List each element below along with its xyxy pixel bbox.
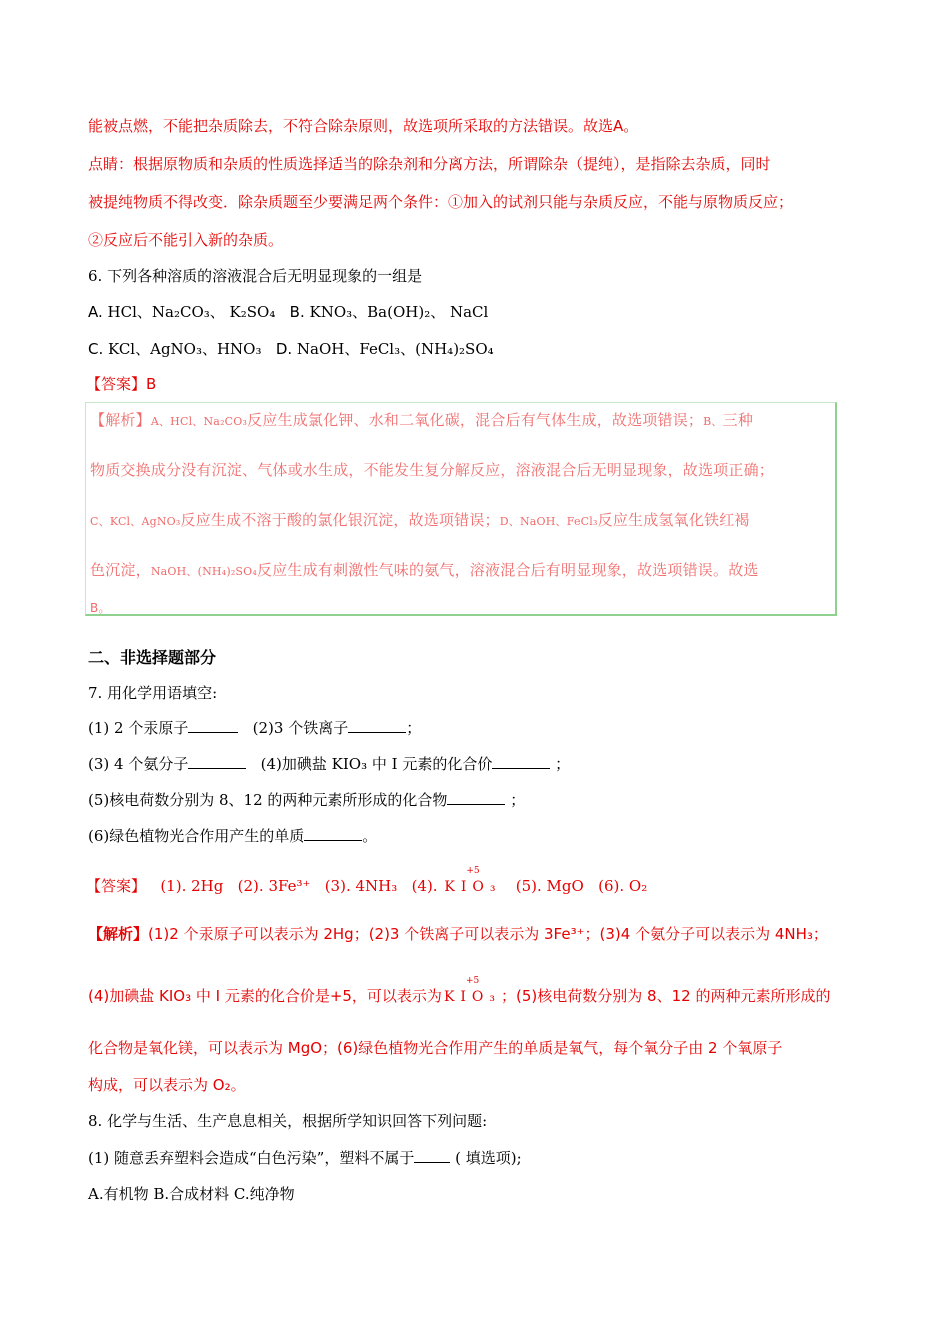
q7-part4 xyxy=(88,826,377,846)
prev-answer: A。 xyxy=(613,117,639,135)
q7-part2 xyxy=(88,754,570,774)
q6-option-a: HCl、Na₂CO₃、 K₂SO₄ xyxy=(107,303,276,321)
q6-option-c: KCl、AgNO₃、HNO₃ xyxy=(108,340,262,358)
q7-p3-text: (3) 4 个氨分子 xyxy=(88,755,189,773)
q7-p4-blank[interactable] xyxy=(492,754,550,769)
valence-formula: KIO₃ xyxy=(443,989,502,1005)
exp-text-a: 反应生成氯化钾、水和二氧化碳，混合后有气体生成，故选项错误； xyxy=(247,411,704,429)
exp-reagents-e: NaOH、(NH₄)₂SO₄ xyxy=(150,565,257,578)
tip-line1: 点睛：根据原物质和杂质的性质选择适当的除杂剂和分离方法，所谓除杂（提纯），是指除去杂质，同时 xyxy=(88,155,771,173)
q7-exp-line1 xyxy=(88,924,828,944)
q6-option-a-label: A. xyxy=(88,303,103,321)
q7-exp-text1: (1)2 个汞原子可以表示为 2Hg；(2)3 个铁离子可以表示为 3Fe³⁺；(3)4 个氨分子可以表示为 4NH₃； xyxy=(148,925,828,943)
q6-option-b: KNO₃、Ba(OH)₂、 NaCl xyxy=(309,303,489,321)
q7-period: 。 xyxy=(362,827,378,845)
q7-p5-text: (5)核电荷数分别为 8、12 的两种元素所形成的化合物 xyxy=(88,791,448,809)
exp-reagents-d: D、NaOH、FeCl₃ xyxy=(499,515,598,528)
q7-answer xyxy=(86,866,648,897)
exp-text-b: 三种 xyxy=(722,411,754,429)
q7-answer-label: 【答案】 xyxy=(86,877,147,895)
q7-ans2: (2). 3Fe³⁺ xyxy=(237,877,311,895)
q7-p1-text: (1) 2 个汞原子 xyxy=(88,719,189,737)
exp-text-e: 色沉淀， xyxy=(90,561,151,579)
prev-explanation-line1 xyxy=(88,116,638,136)
exp-reagents-c: C、KCl、AgNO₃ xyxy=(90,515,181,528)
valence-formula: KIO₃ xyxy=(444,879,502,895)
exp-text-f: 反应生成有刺激性气味的氨气，溶液混合后有明显现象，故选项错误。故选 xyxy=(257,561,759,579)
q6-options-ab xyxy=(88,302,488,322)
q7-semicolon: ； xyxy=(555,755,571,773)
q7-p4-text: (4)加碘盐 KIO₃ 中 I 元素的化合价 xyxy=(260,755,493,773)
q8-p1-suffix: ( 填选项); xyxy=(455,1149,522,1167)
q7-p6-text: (6)绿色植物光合作用产生的单质 xyxy=(88,827,305,845)
q6-answer xyxy=(86,374,156,394)
q6-exp-line1 xyxy=(90,409,753,430)
exp-reagents-a: A、HCl、Na₂CO₃ xyxy=(150,415,248,428)
q6-exp-line5: B。 xyxy=(90,601,111,615)
q7-part3 xyxy=(88,790,525,810)
q7-valence-formula xyxy=(442,866,502,897)
q6-options-cd xyxy=(88,339,494,359)
exp-reagents-b: B、 xyxy=(703,415,723,428)
q6-exp-line4 xyxy=(90,559,759,580)
valence-number: +5 xyxy=(465,976,480,986)
q7-exp-label: 【解析】 xyxy=(88,925,149,943)
q7-exp-text2a: (4)加碘盐 KIO₃ 中 I 元素的化合价是+5，可以表示为 xyxy=(88,987,442,1005)
q8-p1-blank[interactable] xyxy=(414,1148,450,1163)
q7-exp-line4: 构成，可以表示为 O₂。 xyxy=(88,1076,246,1094)
q6-exp-line2: 物质交换成分没有沉淀、气体或水生成，不能发生复分解反应，溶液混合后无明显现象，故选项正确； xyxy=(90,461,775,479)
q6-exp-line3 xyxy=(90,509,750,530)
q6-option-b-label: B. xyxy=(289,303,305,321)
q7-stem: 7. 用化学用语填空: xyxy=(88,684,218,702)
q7-exp-valence xyxy=(442,976,502,1007)
q7-exp-line3: 化合物是氧化镁，可以表示为 MgO；(6)绿色植物光合作用产生的单质是氧气，每个氧分子由 2 个氧原子 xyxy=(88,1039,783,1057)
q6-explanation-box xyxy=(85,402,837,616)
tip-line3: ②反应后不能引入新的杂质。 xyxy=(88,231,284,249)
q7-ans6: (6). O₂ xyxy=(598,877,648,895)
exp-label: 【解析】 xyxy=(90,411,151,429)
q6-answer-value: B xyxy=(146,375,157,393)
q7-ans4: (4). xyxy=(411,877,438,895)
q7-p2-blank[interactable] xyxy=(348,718,406,733)
q7-p6-blank[interactable] xyxy=(304,826,362,841)
q7-p2-text: (2)3 个铁离子 xyxy=(252,719,349,737)
q7-semicolon: ； xyxy=(510,791,526,809)
exp-text-d: 反应生成氢氧化铁红褐 xyxy=(597,511,750,529)
prev-text: 能被点燃，不能把杂质除去，不符合除杂原则，故选项所采取的方法错误。故选 xyxy=(88,117,614,135)
q6-option-d-label: D. xyxy=(275,340,293,358)
q8-p1-text: (1) 随意丢弃塑料会造成“白色污染”，塑料不属于 xyxy=(88,1149,415,1167)
q8-stem: 8. 化学与生活、生产息息相关，根据所学知识回答下列问题: xyxy=(88,1112,488,1130)
q6-stem: 6. 下列各种溶质的溶液混合后无明显现象的一组是 xyxy=(88,267,423,285)
q7-p5-blank[interactable] xyxy=(447,790,505,805)
q6-option-d: NaOH、FeCl₃、(NH₄)₂SO₄ xyxy=(296,340,494,358)
q7-semicolon: ； xyxy=(406,719,422,737)
exp-text-c: 反应生成不溶于酸的氯化银沉淀，故选项错误； xyxy=(180,511,500,529)
q7-ans3: (3). 4NH₃ xyxy=(324,877,398,895)
q7-p1-blank[interactable] xyxy=(188,718,238,733)
section-title: 二、非选择题部分 xyxy=(88,648,217,667)
q7-ans5: (5). MgO xyxy=(515,877,584,895)
q6-option-c-label: C. xyxy=(88,340,104,358)
valence-number: +5 xyxy=(466,866,480,876)
q6-answer-label: 【答案】 xyxy=(86,375,147,393)
q7-part1 xyxy=(88,718,421,738)
q7-ans1: (1). 2Hg xyxy=(160,877,224,895)
tip-line2: 被提纯物质不得改变．除杂质题至少要满足两个条件：①加入的试剂只能与杂质反应，不能与原物质反应； xyxy=(88,193,794,211)
q7-exp-text2b: ；(5)核电荷数分别为 8、12 的两种元素所形成的 xyxy=(501,987,831,1005)
q7-p3-blank[interactable] xyxy=(188,754,246,769)
q7-exp-line2 xyxy=(88,976,831,1007)
q8-part1 xyxy=(88,1148,522,1168)
q8-options: A.有机物 B.合成材料 C.纯净物 xyxy=(88,1185,295,1203)
